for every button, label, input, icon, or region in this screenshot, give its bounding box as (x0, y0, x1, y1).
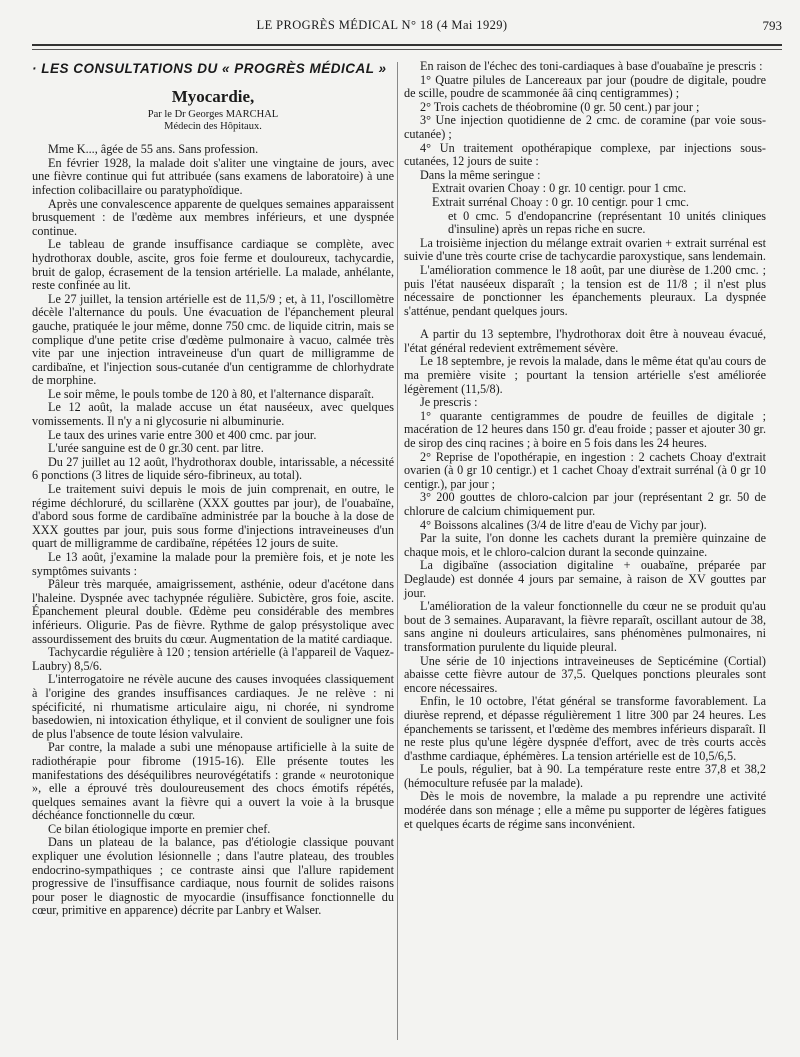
paragraph: Le soir même, le pouls tombe de 120 à 80, et l'alternance disparaît. (48, 386, 375, 401)
prescription-item: 4° Boissons alcalines (3/4 de litre d'eau de Vichy par jour). (420, 517, 707, 532)
formula-line: Extrait surrénal Choay : 0 gr. 10 centigr. pour 1 cmc. (432, 194, 689, 209)
prescription-item: 2° Trois cachets de théobromine (0 gr. 50 cent.) par jour ; (420, 99, 700, 114)
paragraph: L'urée sanguine est de 0 gr.30 cent. par litre. (48, 441, 264, 456)
paragraph: Pâleur très marquée, amaigrissement, asthénie, odeur d'acétone dans l'haleine. Dyspnée avec tachypnée régulière. Subictère, gros foie, ascite. Épanchement pleural double. Œdème peu considérable des membres inférieurs. Oligurie. Pas de fièvre. Rythme de galop présystolique avec assourdissement des bruits du cœur. Augmentation de la matité cardiaque. (32, 577, 394, 646)
right-column (404, 60, 766, 831)
paragraph: Je prescris : (420, 395, 478, 410)
left-column (32, 60, 394, 918)
column-divider (397, 62, 398, 1040)
author-affiliation: Médecin des Hôpitaux. (164, 121, 262, 133)
prescription-item: 3° Une injection quotidienne de 2 cmc. de coramine (par voie sous-cutanée) ; (404, 113, 766, 141)
paragraph: Après une convalescence apparente de quelques semaines apparaissent brusquement : de l'œdème aux membres inférieurs, et une dyspnée continue. (32, 196, 394, 238)
running-header (32, 18, 782, 38)
paragraph: Le 13 août, j'examine la malade pour la première fois, et je note les symptômes suivants : (32, 550, 394, 578)
paragraph: Une série de 10 injections intraveineuses de Septicémine (Cortial) abaisse cette fièvre autour de 37,5. Quelques ponctions pleurales sont encore nécessaires. (404, 653, 766, 695)
running-title: LE PROGRÈS MÉDICAL N° 18 (4 Mai 1929) (256, 18, 508, 32)
paragraph: Par contre, la malade a subi une ménopause artificielle à la suite de radiothérapie pour fibrome (1915-16). Elle présente toutes les manifestations des déséquilibres neurovégétatifs : grande « neurotonique », elle a éprouvé très douloureusement des chocs émotifs répétés, quelques semaines avant la fièvre qui a ouvert la voie à la brusque déchéance fonctionnelle du cœur. (32, 740, 394, 823)
paragraph: Le taux des urines varie entre 300 et 400 cmc. par jour. (48, 427, 317, 442)
paragraph: Le 18 septembre, je revois la malade, dans le même état qu'au cours de ma première visite ; pourtant la tension artérielle s'est améliorée légèrement (11,5/8). (404, 354, 766, 396)
prescription-item: 1° Quatre pilules de Lancereaux par jour (poudre de digitale, poudre de scille, poudre de scammonée ââ cinq centigrammes) ; (404, 72, 766, 101)
paragraph: Le 12 août, la malade accuse un état nauséeux, avec quelques vomissements. Il n'y a ni glycosurie ni albuminurie. (32, 400, 394, 429)
paragraph: L'amélioration de la valeur fonctionnelle du cœur ne se produit qu'au bout de 3 semaines. Auparavant, la fièvre reparaît, oscillant autour de 38, sans angine ni douleurs articulaires, sans phénomènes pulmonaires, ni transformation purulente du liquide pleural. (404, 599, 766, 654)
paragraph: Le traitement suivi depuis le mois de juin comprenait, en outre, le régime déchloruré, du scillarène (XXX gouttes par jour), de l'ouabaïne, d'abord sous forme de cardibaïne administrée par la bouche à la dose de XXX gouttes par jour, puis sous forme d'injections intraveineuses d'un quart de milligramme de cardibaïne, répétées 12 jours de suite. (32, 482, 394, 551)
paragraph: Ce bilan étiologique importe en premier chef. (48, 821, 271, 836)
paragraph: Le pouls, régulier, bat à 90. La température reste entre 37,8 et 38,2 (hémoculture refusée par la malade). (404, 762, 766, 790)
section-rubric: · LES CONSULTATIONS DU « PROGRÈS MÉDICAL » (32, 61, 387, 76)
paragraph: L'interrogatoire ne révèle aucune des causes invoquées classiquement à l'origine des grandes insuffisances cardiaques. Je ne relève : ni spécificité, ni rhumatisme articulaire aigu, ni chorée, ni syndrome basedowien, ni intoxication éthylique, et il convient de souligner une fois de plus l'absence de toute lésion valvulaire. (32, 672, 394, 741)
paragraph: A partir du 13 septembre, l'hydrothorax doit être à nouveau évacué, l'état général redevient extrêmement sévère. (404, 327, 766, 355)
prescription-item: 3° 200 gouttes de chloro-calcion par jour (représentant 2 gr. 50 de chlorure de calcium chimiquement pur. (404, 490, 766, 518)
formula-line: Extrait ovarien Choay : 0 gr. 10 centigr. pour 1 cmc. (432, 181, 687, 196)
author-line: Par le Dr Georges MARCHAL (147, 109, 279, 121)
paragraph: Dans un plateau de la balance, pas d'étiologie classique pouvant expliquer une évolution lésionnelle ; dans l'autre plateau, des troubles endocrino-sympathiques ; ce contraste ainsi que l'allure rapidement progressive de l'insuffisance cardiaque, nous fournit de solides raisons pour poser le diagnostic de myocardie (insuffisance fonctionnelle du cœur, primitive en apparence) décrite par Lanbry et Walser. (32, 835, 394, 918)
paragraph: Par la suite, l'on donne les cachets durant la première quinzaine de chaque mois, et le chloro-calcion durant la seconde quinzaine. (404, 531, 766, 559)
paragraph: La digibaïne (association digitaline + ouabaïne, préparée par Deglaude) est donnée 4 jours par semaine, à raison de XV gouttes par jour. (404, 558, 766, 600)
paragraph: Tachycardie régulière à 120 ; tension artérielle (à l'appareil de Vaquez-Laubry) 8,5/6. (32, 645, 394, 673)
paragraph: En raison de l'échec des toni-cardiaques à base d'ouabaïne je prescris : (420, 59, 763, 73)
paragraph: Le 27 juillet, la tension artérielle est de 11,5/9 ; et, à 11, l'oscillomètre décèle l'alternance du pouls. Une évacuation de l'épanchement pleural gauche, pratiquée le jour même, donne 750 cmc. de liquide citrin, mais se complique d'une petite crise d'œdème pulmonaire à vacuo, calmée très vite par une injection intraveineuse d'un quart de milligramme de cardibaïne, et l'injection sous-cutanée d'un centigramme de chlorhydrate de morphine. (32, 291, 394, 388)
article-title: Myocardie, (171, 86, 255, 106)
prescription-item: 1° quarante centigrammes de poudre de feuilles de digitale ; macération de 12 heures dans 150 gr. d'eau froide ; passer et ajouter 30 gr. de sirop des cinq racines ; à boire en 5 fois dans les 24 heures. (404, 408, 766, 451)
page-number: 793 (762, 18, 782, 33)
prescription-item: 4° Un traitement opothérapique complexe, par injections sous-cutanées, 12 jours de suite : (404, 140, 766, 169)
paragraph: Dès le mois de novembre, la malade a pu reprendre une activité modérée dans son ménage ; elle a même pu supporter de légères fatigues et quelques écarts de régime sans inconvénient. (404, 789, 766, 831)
paragraph: En février 1928, la malade doit s'aliter une vingtaine de jours, avec une fièvre continue qui fut attribuée (sans examens de laboratoire) à une infection colibacillaire ou paratyphoïdique. (32, 155, 394, 197)
paragraph: Du 27 juillet au 12 août, l'hydrothorax double, intarissable, a nécessité 6 ponctions (3 litres de liquide séro-fibrineux, au total). (32, 454, 394, 483)
formula-line: et 0 cmc. 5 d'endopancrine (représentant 10 unités cliniques d'insuline) après un repas riche en sucre. (448, 208, 766, 237)
paragraph: Mme K..., âgée de 55 ans. Sans profession. (48, 142, 259, 157)
paragraph: Enfin, le 10 octobre, l'état général se transforme favorablement. La diurèse reprend, et dépasse régulièrement 1 litre 300 par 24 heures. Les épanchements se tarissent, et l'œdème des membres inférieurs disparaît. Il ne reste plus qu'une légère dyspnée d'effort, avec de très courts accès d'asthme cardiaque, éphémères. La tension artérielle est de 10,5/6,5. (404, 694, 766, 763)
paragraph: Le tableau de grande insuffisance cardiaque se complète, avec hydrothorax double, ascite, gros foie ferme et douloureux, tachycardie, bruit de galop, écrasement de la tension artérielle. La malade, anhélante, reste confinée au lit. (32, 237, 394, 293)
header-rule (32, 44, 782, 46)
paragraph: L'amélioration commence le 18 août, par une diurèse de 1.200 cmc. ; puis l'état nauséeux disparaît ; la tension est de 11/8 ; il n'est plus nécessaire de ponctionner les épanchements pleuraux. La dyspnée s'atténue, pendant quelques jours. (404, 262, 766, 318)
prescription-item: 2° Reprise de l'opothérapie, en ingestion : 2 cachets Choay d'extrait ovarien (à 0 gr 10 centigr.) et 1 cachet Choay d'extrait surrénal (à 0 gr 10 centigr.), par jour ; (404, 449, 766, 491)
header-rule-thin (32, 49, 782, 50)
paragraph: La troisième injection du mélange extrait ovarien + extrait surrénal est suivie d'une très courte crise de tachycardie paroxystique, sans lendemain. (404, 235, 766, 264)
paragraph: Dans la même seringue : (420, 167, 541, 182)
